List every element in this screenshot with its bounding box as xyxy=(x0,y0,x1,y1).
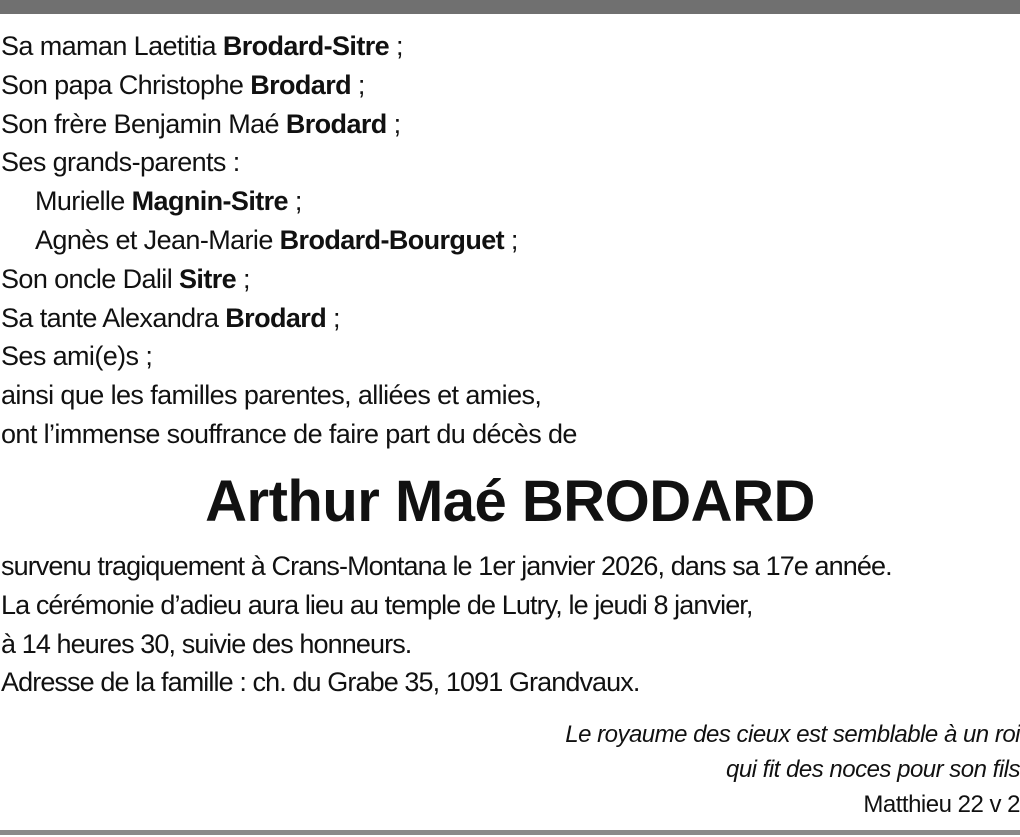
family-line-text: Son frère Benjamin Maé xyxy=(1,108,286,139)
family-line-punct: ; xyxy=(386,108,401,139)
family-line-text: ont l’immense souffrance de faire part du décès de xyxy=(1,418,577,449)
family-line-text: Ses ami(e)s ; xyxy=(1,341,153,372)
family-line-punct: ; xyxy=(504,224,518,255)
details-line: La cérémonie d’adieu aura lieu au temple de Lutry, le jeudi 8 janvier, xyxy=(1,589,753,620)
family-line-punct: ; xyxy=(236,263,250,294)
bible-verse xyxy=(320,717,1020,822)
family-line-text: Agnès et Jean-Marie xyxy=(35,224,280,255)
family-surname: Brodard xyxy=(285,108,387,139)
family-line-text: Ses grands-parents : xyxy=(1,147,240,178)
verse-line: qui fit des noces pour son fils xyxy=(725,756,1020,783)
family-line xyxy=(1,415,1020,454)
family-line-punct: ; xyxy=(287,186,302,217)
family-line-text: Son papa Christophe xyxy=(1,69,251,100)
family-line xyxy=(1,66,1020,105)
family-line xyxy=(1,182,1020,221)
family-line xyxy=(1,260,1020,299)
family-line xyxy=(1,27,1020,66)
details-line: survenu tragiquement à Crans-Montana le 1er janvier 2026, dans sa 17e année. xyxy=(1,551,892,581)
verse-reference: Matthieu 22 v 2 xyxy=(863,791,1020,818)
family-line-text: Sa tante Alexandra xyxy=(1,302,226,333)
family-surname: Brodard-Sitre xyxy=(222,31,390,61)
bottom-rule xyxy=(0,830,1020,835)
family-surname: Sitre xyxy=(179,263,237,294)
family-line-punct: ; xyxy=(326,302,340,333)
family-line xyxy=(1,143,1020,182)
family-line-text: ainsi que les familles parentes, alliées et amies, xyxy=(1,380,542,411)
family-surname: Brodard xyxy=(225,302,327,333)
family-line-punct: ; xyxy=(389,31,403,61)
details-line: Adresse de la famille : ch. du Grabe 35, 1091 Grandvaux. xyxy=(1,667,640,698)
family-line-punct: ; xyxy=(351,69,365,100)
family-surname: Brodard-Bourguet xyxy=(279,224,505,255)
family-line xyxy=(1,299,1020,338)
deceased-name: Arthur Maé BRODARD xyxy=(205,469,815,534)
details-block xyxy=(1,547,1020,702)
verse-line: Le royaume des cieux est semblable à un roi xyxy=(565,721,1020,748)
family-line xyxy=(1,105,1020,144)
family-line-text: Murielle xyxy=(35,186,132,217)
family-line-text: Sa maman Laetitia xyxy=(1,31,223,61)
family-line xyxy=(1,337,1020,376)
details-line: à 14 heures 30, suivie des honneurs. xyxy=(1,628,412,659)
family-line xyxy=(1,221,1020,260)
family-surname: Magnin-Sitre xyxy=(131,186,288,217)
family-line-text: Son oncle Dalil xyxy=(1,263,180,294)
family-line xyxy=(1,376,1020,415)
top-rule xyxy=(0,0,1020,14)
family-list xyxy=(1,27,1020,454)
family-surname: Brodard xyxy=(250,69,351,100)
